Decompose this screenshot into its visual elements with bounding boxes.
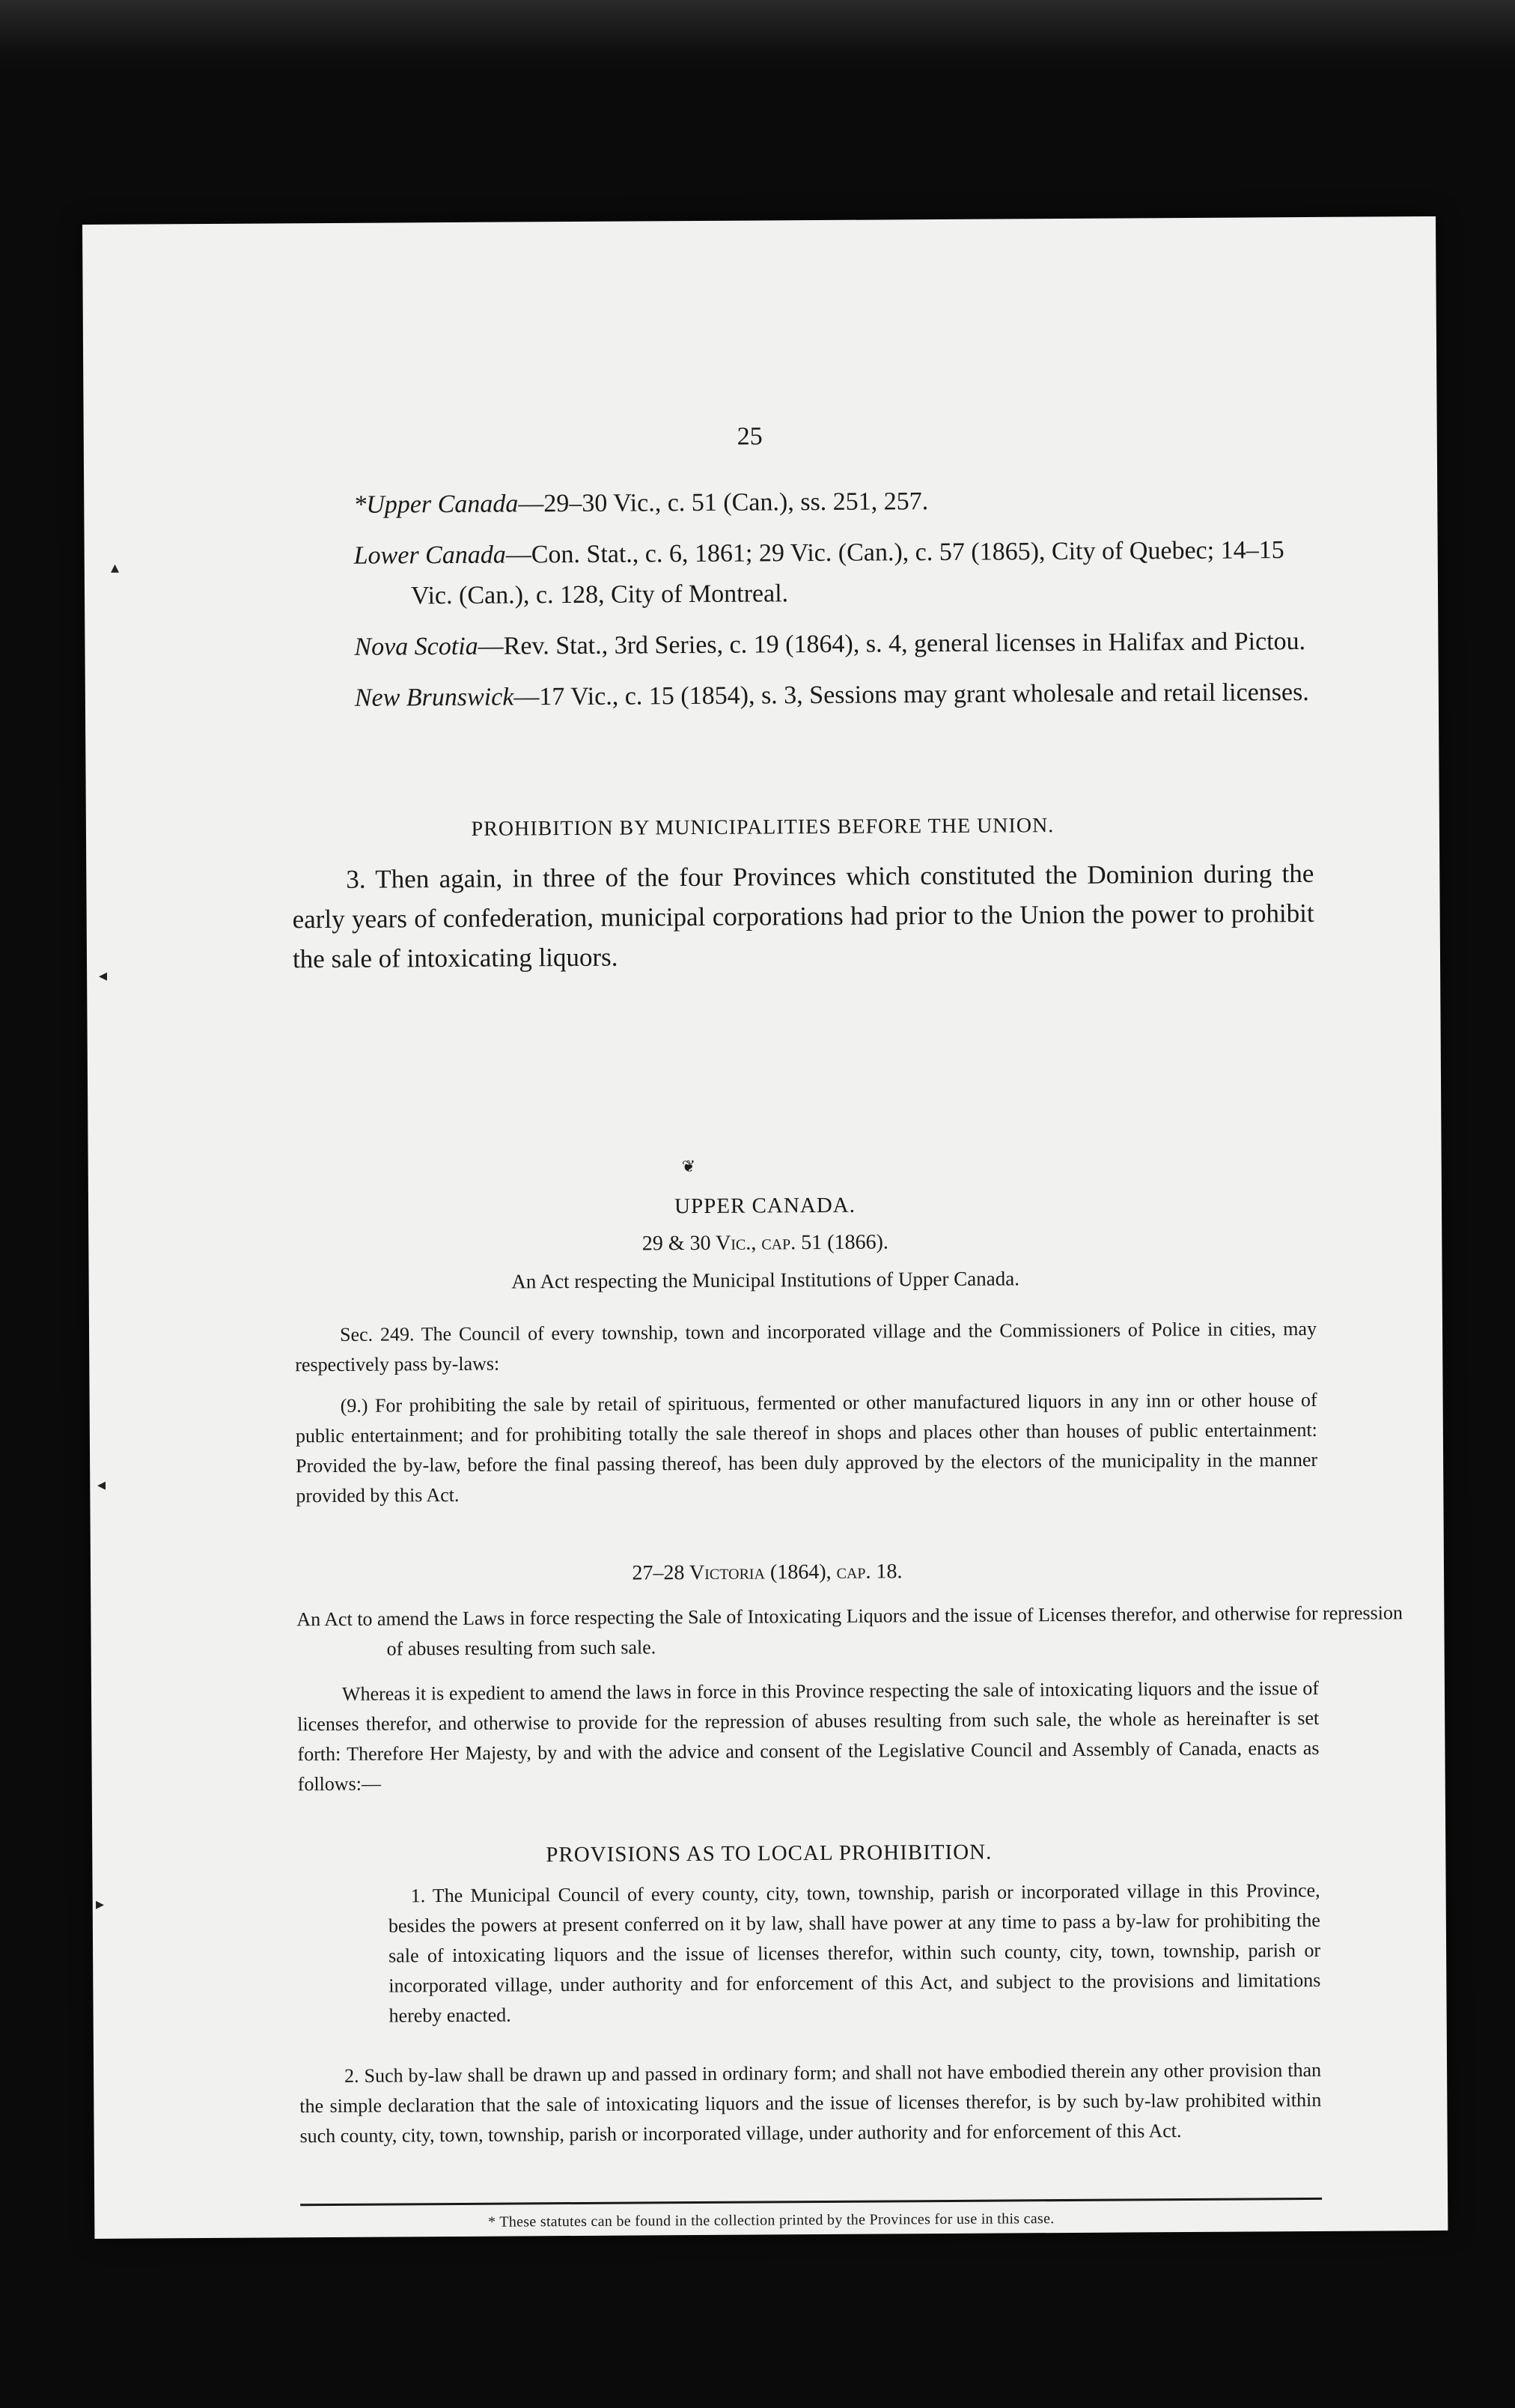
province-name: New Brunswick (354, 683, 514, 712)
page-number: 25 (737, 422, 763, 451)
section-1: 1. The Municipal Council of every county, city, town, township, parish or incorporated village in this Province, besides the powers at present conferred on it by law, shall have power at any time to pass a by-law for prohibiting the sale of intoxicating liquors and the issue of licenses therefor, within such county, city, town, township, parish or incorporated village, under authority and for enforcement of this Act, and subject to the provisions and limitations hereby enacted. (388, 1879, 1321, 2027)
statute-new-brunswick (355, 672, 1313, 719)
province-name: Nova Scotia (354, 632, 478, 661)
statute-text: —Rev. Stat., 3rd Series, c. 19 (1864), s. 4, general licenses in Halifax and Pictou. (478, 627, 1306, 660)
statute-text: —Con. Stat., c. 6, 1861; 29 Vic. (Can.), c. 57 (1865), City of Quebec; 14–15 Vic. (Can.), c. 128, City of Montreal. (410, 536, 1284, 610)
clause-9: (9.) For prohibiting the sale by retail of spirituous, fermented or other manufactured liquors in any inn or other house of public entertainment; and for prohibiting totally the sale thereof in shops and places other than houses of public entertainment: Provided the by-law, before the final passing thereof, has been duly approved by the electors of the municipality in the manner provided by this Act. (295, 1388, 1318, 1507)
paragraph-3 (292, 854, 1314, 979)
section-249: Sec. 249. The Council of every township, town and incorporated village and the Commissioners of Police in cities, may respectively pass by-laws: (295, 1317, 1317, 1376)
margin-mark: ◂ (97, 1475, 106, 1494)
margin-mark: ◂ (99, 966, 108, 985)
act-title-liquor: An Act to amend the Laws in force respecting the Sale of Intoxicating Liquors and the issue of Licenses therefor, and otherwise for repression of abuses resulting from such sale. (296, 1602, 1403, 1660)
margin-mark: ▴ (111, 558, 120, 577)
paragraph-3-text: 3. Then again, in three of the four Provinces which constituted the Dominion during the early years of confederation, municipal corporations had prior to the Union the power to prohibit the sale of intoxicating liquors. (292, 858, 1314, 974)
act-title-municipal: An Act respecting the Municipal Institutions of Upper Canada. (511, 1267, 1020, 1293)
statute-upper-canada (353, 479, 1311, 526)
statute-nova-scotia (354, 621, 1312, 668)
statute-text: —17 Vic., c. 15 (1854), s. 3, Sessions may grant wholesale and retail licenses. (513, 678, 1309, 711)
statute-text: —29–30 Vic., c. 51 (Can.), ss. 251, 257. (518, 487, 929, 518)
act-citation-1864: 27–28 Victoria (1864), cap. 18. (632, 1560, 903, 1585)
footnote: * These statutes can be found in the collection printed by the Provinces for use in this case. (487, 2210, 1055, 2231)
act-citation-1866: 29 & 30 Vic., cap. 51 (1866). (641, 1230, 888, 1256)
province-name: *Upper Canada (353, 490, 519, 519)
ornament-mark: ❦ (681, 1157, 696, 1176)
statute-list (353, 479, 1313, 729)
section-2: 2. Such by-law shall be drawn up and passed in ordinary form; and shall not have embodied therein any other provision than the simple declaration that the sale of intoxicating liquors and the issue of licenses therefor, is by such by-law prohibited within such county, city, town, township, parish or incorporated village, under authority and for enforcement of this Act. (299, 2058, 1322, 2147)
document-page (82, 216, 1448, 2239)
heading-local-prohibition: PROVISIONS AS TO LOCAL PROHIBITION. (546, 1840, 993, 1867)
scan-top-edge (0, 0, 1515, 67)
heading-prohibition: PROHIBITION BY MUNICIPALITIES BEFORE THE UNION. (471, 814, 1055, 841)
province-name: Lower Canada (353, 541, 506, 570)
margin-mark: ▸ (96, 1894, 105, 1913)
heading-upper-canada: UPPER CANADA. (674, 1193, 856, 1219)
footnote-rule (300, 2198, 1322, 2206)
preamble: Whereas it is expedient to amend the laws in force in this Province respecting the sale of intoxicating liquors and the issue of licenses therefor, and otherwise to provide for the repression of abuses resulting from such sale, the whole as hereinafter is set forth: Therefore Her Majesty, by and with the advice and consent of the Legislative Council and Assembly of Canada, enacts as follows:— (297, 1676, 1320, 1796)
statute-lower-canada (354, 530, 1313, 617)
